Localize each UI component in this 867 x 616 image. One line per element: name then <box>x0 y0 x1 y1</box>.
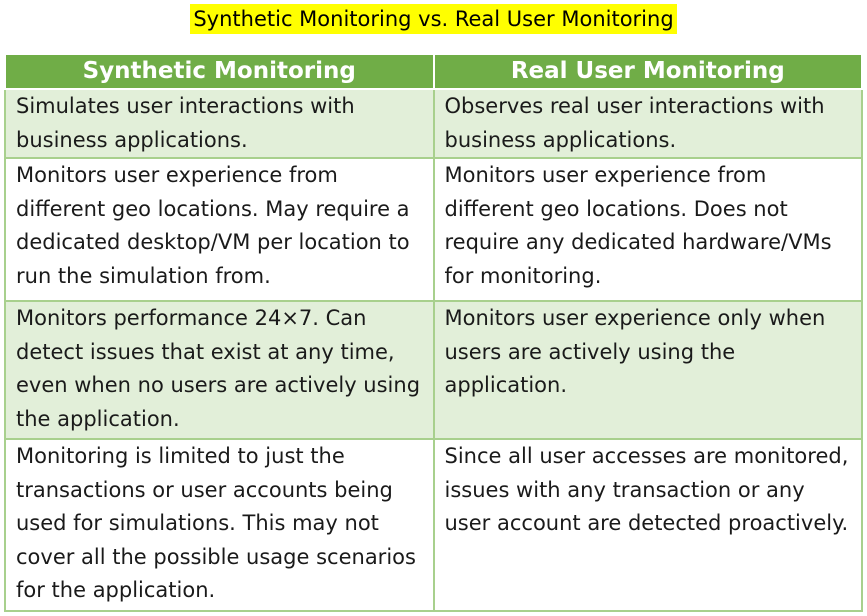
title-container <box>0 4 867 34</box>
rum-cell: Monitors user experience from different geo locations. Does not require any dedicated hardware/VMs for monitoring. <box>434 158 863 301</box>
rum-cell: Observes real user interactions with business applications. <box>434 89 863 158</box>
table-row <box>5 439 862 611</box>
synthetic-cell: Simulates user interactions with business applications. <box>5 89 434 158</box>
comparison-table <box>4 53 863 612</box>
table-row <box>5 301 862 439</box>
header-real-user-monitoring: Real User Monitoring <box>434 54 863 89</box>
synthetic-cell: Monitors performance 24×7. Can detect issues that exist at any time, even when no users are actively using the application. <box>5 301 434 439</box>
rum-cell: Monitors user experience only when users are actively using the application. <box>434 301 863 439</box>
table-row <box>5 89 862 158</box>
synthetic-cell: Monitoring is limited to just the transactions or user accounts being used for simulations. This may not cover all the possible usage scenarios for the application. <box>5 439 434 611</box>
rum-cell: Since all user accesses are monitored, issues with any transaction or any user account are detected proactively. <box>434 439 863 611</box>
header-synthetic-monitoring: Synthetic Monitoring <box>5 54 434 89</box>
table-row <box>5 158 862 301</box>
synthetic-cell: Monitors user experience from different geo locations. May require a dedicated desktop/VM per location to run the simulation from. <box>5 158 434 301</box>
page-title: Synthetic Monitoring vs. Real User Monitoring <box>190 4 676 34</box>
table-header-row <box>5 54 862 89</box>
